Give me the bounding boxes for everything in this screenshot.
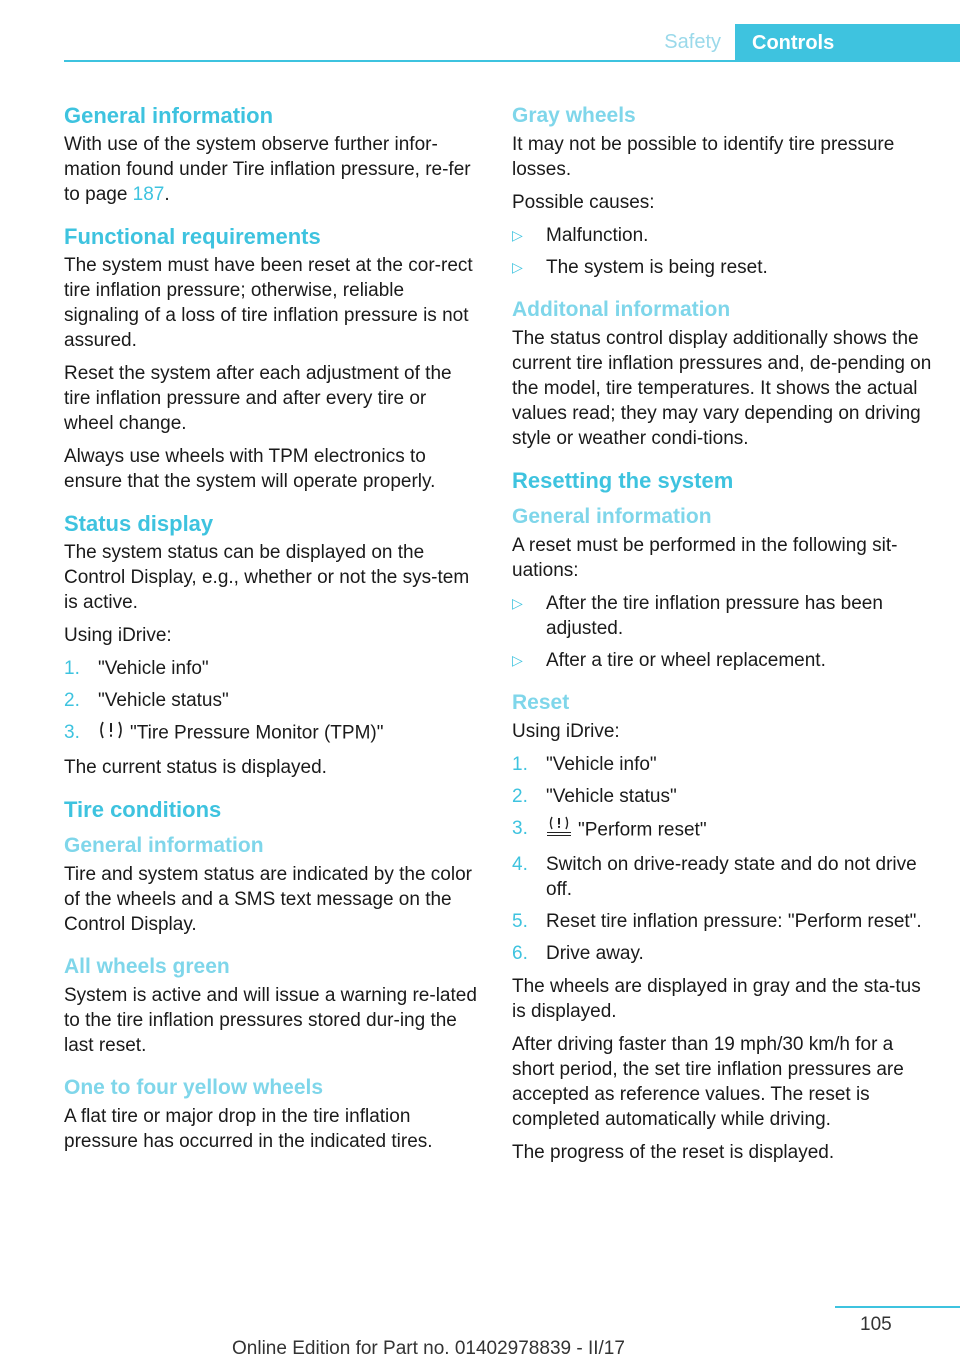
heading-status-display: Status display [64,511,214,536]
step-text: "Vehicle info" [98,658,209,679]
left-column [64,100,480,1162]
heading-all-wheels-green: All wheels green [64,955,230,978]
header-section-safety[interactable]: Safety [664,31,721,53]
paragraph-reset-after: Reset the system after each adjustment of the tire inflation pressure and after every tire or wheel change. [64,363,452,434]
list-item [64,688,480,713]
step-text: Drive away. [546,943,644,964]
heading-yellow-wheels: One to four yellow wheels [64,1076,324,1099]
list-item [512,255,932,280]
subheading-general-information-reset: General information [512,505,712,528]
paragraph-reset-situations: A reset must be performed in the following sit-uations: [512,535,898,581]
paragraph-current-status: The current status is displayed. [64,757,327,778]
heading-reset: Reset [512,691,570,714]
heading-additional-information: Additonal information [512,298,731,321]
step-number: 2. [64,690,80,711]
list-item [512,816,932,845]
text-period: . [164,184,170,205]
triangle-bullet-icon: ▷ [512,652,523,668]
edition-footer: Online Edition for Part no. 01402978839 - II/17 [232,1338,625,1359]
list-item [64,720,480,747]
paragraph-wheels-green: System is active and will issue a warning re-lated to the tire inflation pressures stored dur-ing the last reset. [64,985,477,1056]
paragraph-using-idrive-reset: Using iDrive: [512,721,620,742]
step-number: 6. [512,943,528,964]
tire-pressure-warning-icon [98,720,124,747]
list-item [512,591,932,641]
list-item [512,648,932,673]
list-item [512,941,932,966]
paragraph-additional-information: The status control display additionally shows the current tire inflation pressures and, de-pending on the model, tire temperatures. It shows the actual values read; they may vary depending on driving style or weather condi-tions. [512,328,932,449]
step-number: 3. [512,818,528,839]
tire-pressure-reset-icon [546,816,572,845]
paragraph-gray-wheels: It may not be possible to identify tire pressure losses. [512,134,895,180]
triangle-bullet-icon: ▷ [512,227,523,243]
heading-functional-requirements: Functional requirements [64,224,321,249]
subheading-general-information: General information [64,834,264,857]
step-text: "Vehicle status" [546,786,677,807]
page-number: 105 [860,1314,892,1335]
list-item [512,852,932,902]
bullet-text: Malfunction. [546,225,649,246]
list-item [512,909,932,934]
paragraph-possible-causes: Possible causes: [512,192,655,213]
heading-resetting-system: Resetting the system [512,468,734,493]
paragraph-reset-progress: The progress of the reset is displayed. [512,1142,835,1163]
reset-steps-list [512,752,932,966]
step-number: 5. [512,911,528,932]
text-general-info: With use of the system observe further infor-mation found under Tire inflation pressure, re-fer to page [64,134,471,205]
paragraph-tpm-wheels: Always use wheels with TPM electronics to ensure that the system will operate properly. [64,446,436,492]
right-column [512,100,932,1173]
heading-gray-wheels: Gray wheels [512,104,636,127]
page-link-187[interactable]: 187 [132,184,165,205]
step-number: 1. [512,754,528,775]
step-text: "Perform reset" [578,819,707,841]
heading-general-information: General information [64,103,274,128]
paragraph-yellow-wheels: A flat tire or major drop in the tire inflation pressure has occurred in the indicated tires. [64,1106,433,1152]
list-item [512,752,932,777]
triangle-bullet-icon: ▷ [512,259,523,275]
list-item [512,223,932,248]
causes-list [512,223,932,280]
bullet-text: After a tire or wheel replacement. [546,650,826,671]
step-number: 3. [64,722,80,743]
step-text: "Tire Pressure Monitor (TPM)" [130,722,384,744]
heading-tire-conditions: Tire conditions [64,797,222,822]
step-number: 2. [512,786,528,807]
step-text: Reset tire inflation pressure: "Perform reset". [546,911,922,932]
bullet-text: The system is being reset. [546,257,768,278]
paragraph-reset-correct: The system must have been reset at the cor-rect tire inflation pressure; otherwise, reliable signaling of a loss of tire inflation pressure is not assured. [64,255,473,351]
step-number: 1. [64,658,80,679]
step-text: "Vehicle info" [546,754,657,775]
list-item [64,656,480,681]
triangle-bullet-icon: ▷ [512,595,523,611]
page-header [0,0,960,62]
reset-situations-list [512,591,932,673]
paragraph-general-information [64,132,480,207]
list-item [512,784,932,809]
paragraph-using-idrive: Using iDrive: [64,625,172,646]
bullet-text: After the tire inflation pressure has been adjusted. [546,593,883,639]
paragraph-status-display: The system status can be displayed on the Control Display, e.g., whether or not the sys-tem is active. [64,542,470,613]
step-number: 4. [512,854,528,875]
paragraph-gray-displayed: The wheels are displayed in gray and the sta-tus is displayed. [512,976,921,1022]
footer-rule [835,1306,960,1308]
paragraph-tire-status: Tire and system status are indicated by the color of the wheels and a SMS text message on the Control Display. [64,864,472,935]
header-rule [64,60,960,62]
status-steps-list [64,656,480,747]
header-tab-controls[interactable]: Controls [735,24,960,62]
paragraph-reference-values: After driving faster than 19 mph/30 km/h for a short period, the set tire inflation pressures are accepted as reference values. The reset is completed automatically while driving. [512,1034,904,1130]
step-text: "Vehicle status" [98,690,229,711]
step-text: Switch on drive-ready state and do not drive off. [546,854,917,900]
